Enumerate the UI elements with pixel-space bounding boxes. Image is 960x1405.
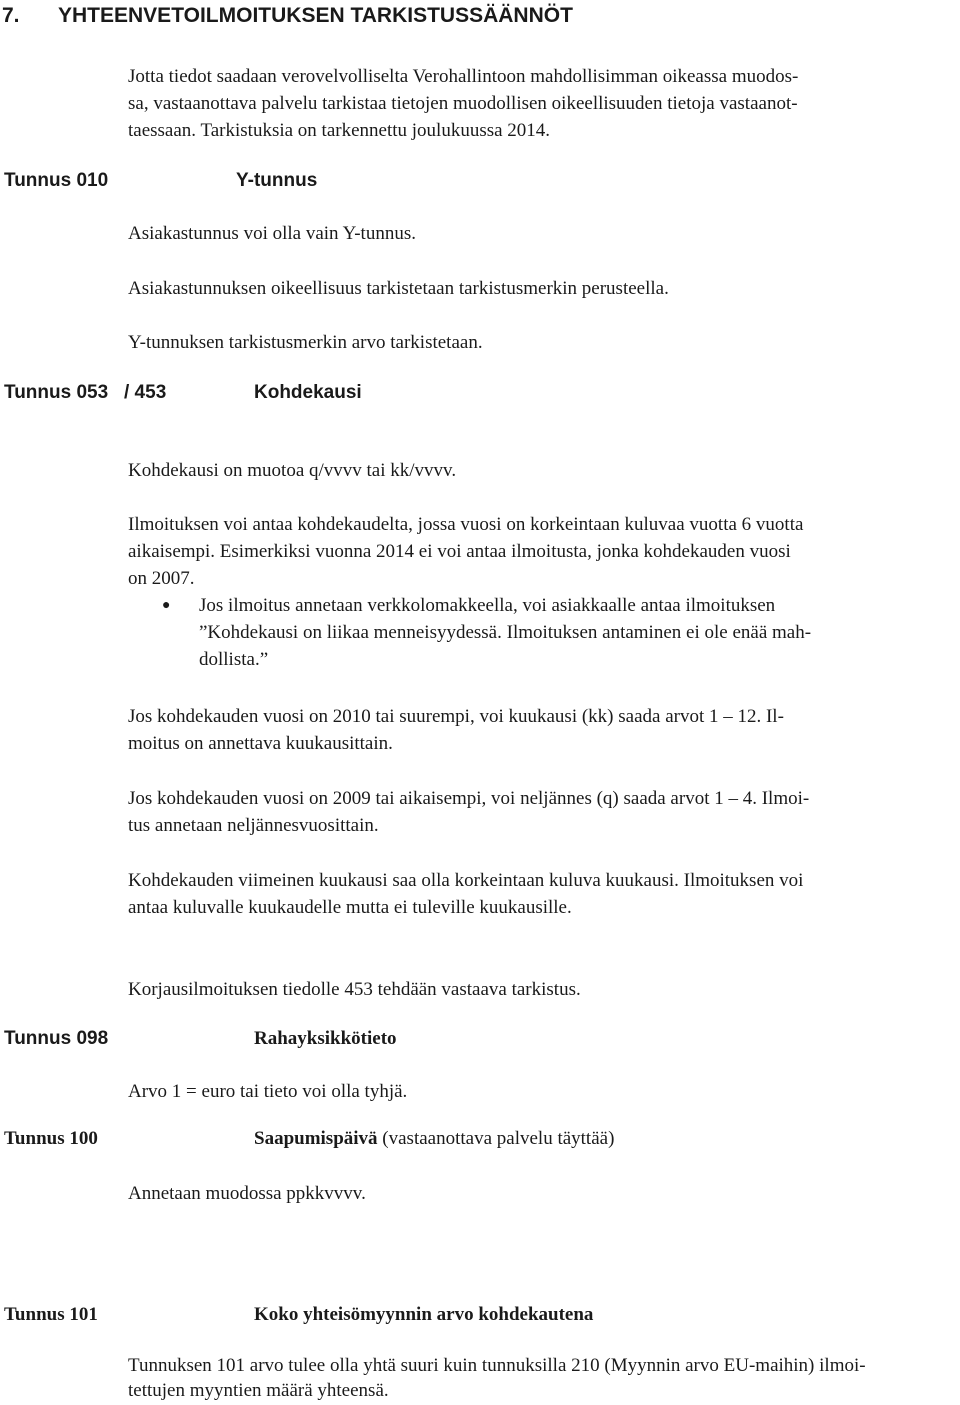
t053-paragraph-1: Kohdekausi on muotoa q/vvvv tai kk/vvvv. [128, 460, 457, 481]
t053-paragraph-5-line-1: Kohdekauden viimeinen kuukausi saa olla korkeintaan kuluva kuukausi. Ilmoituksen voi [128, 870, 804, 891]
field-name-098: Rahayksikkötieto [254, 1028, 397, 1049]
t101-paragraph-1-line-2: tettujen myyntien määrä yhteensä. [128, 1380, 389, 1401]
section-title: YHTEENVETOILMOITUKSEN TARKISTUSSÄÄNNÖT [58, 4, 573, 27]
t053-paragraph-2-line-2: aikaisempi. Esimerkiksi vuonna 2014 ei voi antaa ilmoitusta, jonka kohdekauden vuosi [128, 541, 791, 562]
field-code-101: Tunnus 101 [4, 1304, 98, 1325]
t101-paragraph-1-line-1: Tunnuksen 101 arvo tulee olla yhtä suuri kuin tunnuksilla 210 (Myynnin arvo EU-maihin) ilmoi- [128, 1355, 866, 1376]
field-name-100-note: (vastaanottava palvelu täyttää) [377, 1128, 615, 1149]
t053-paragraph-4-line-2: tus annetaan neljännesvuosittain. [128, 815, 379, 836]
t053-paragraph-4-line-1: Jos kohdekauden vuosi on 2009 tai aikaisempi, voi neljännes (q) saada arvot 1 – 4. Ilmoi- [128, 788, 810, 809]
field-name-101: Koko yhteisömyynnin arvo kohdekautena [254, 1304, 594, 1325]
t010-paragraph-1: Asiakastunnus voi olla vain Y-tunnus. [128, 223, 416, 244]
t053-paragraph-5-line-2: antaa kuluvalle kuukaudelle mutta ei tuleville kuukausille. [128, 897, 572, 918]
section-number: 7. [2, 4, 20, 27]
field-name-100: Saapumispäivä [254, 1128, 378, 1149]
field-code-453: / 453 [124, 382, 167, 403]
intro-line-1: Jotta tiedot saadaan verovelvolliselta Verohallintoon mahdollisimman oikeassa muodos- [128, 66, 799, 87]
field-name-010: Y-tunnus [236, 170, 318, 191]
field-code-098: Tunnus 098 [4, 1028, 109, 1049]
t100-paragraph-1: Annetaan muodossa ppkkvvvv. [128, 1183, 366, 1204]
t053-bullet-line-3: dollista.” [199, 649, 269, 670]
t053-paragraph-3-line-1: Jos kohdekauden vuosi on 2010 tai suurempi, voi kuukausi (kk) saada arvot 1 – 12. Il- [128, 706, 784, 727]
t053-paragraph-2-line-1: Ilmoituksen voi antaa kohdekaudelta, jossa vuosi on korkeintaan kuluvaa vuotta 6 vuotta [128, 514, 804, 535]
field-name-100-group [254, 1128, 614, 1150]
field-code-100: Tunnus 100 [4, 1128, 98, 1149]
bullet-icon: ● [162, 598, 171, 613]
intro-line-3: taessaan. Tarkistuksia on tarkennettu joulukuussa 2014. [128, 120, 551, 141]
t053-paragraph-3-line-2: moitus on annettava kuukausittain. [128, 733, 393, 754]
t053-bullet-line-2: ”Kohdekausi on liikaa menneisyydessä. Ilmoituksen antaminen ei ole enää mah- [199, 622, 812, 643]
t010-paragraph-3: Y-tunnuksen tarkistusmerkin arvo tarkistetaan. [128, 332, 483, 353]
field-code-010: Tunnus 010 [4, 170, 109, 191]
intro-line-2: sa, vastaanottava palvelu tarkistaa tietojen muodollisen oikeellisuuden tietoja vastaanot- [128, 93, 798, 114]
t053-bullet-line-1: Jos ilmoitus annetaan verkkolomakkeella, voi asiakkaalle antaa ilmoituksen [199, 595, 776, 616]
field-code-053: Tunnus 053 [4, 382, 109, 403]
field-name-053: Kohdekausi [254, 382, 362, 403]
t010-paragraph-2: Asiakastunnuksen oikeellisuus tarkistetaan tarkistusmerkin perusteella. [128, 278, 669, 299]
t053-paragraph-2-line-3: on 2007. [128, 568, 195, 589]
t053-paragraph-6: Korjausilmoituksen tiedolle 453 tehdään vastaava tarkistus. [128, 979, 581, 1000]
t098-paragraph-1: Arvo 1 = euro tai tieto voi olla tyhjä. [128, 1081, 408, 1102]
